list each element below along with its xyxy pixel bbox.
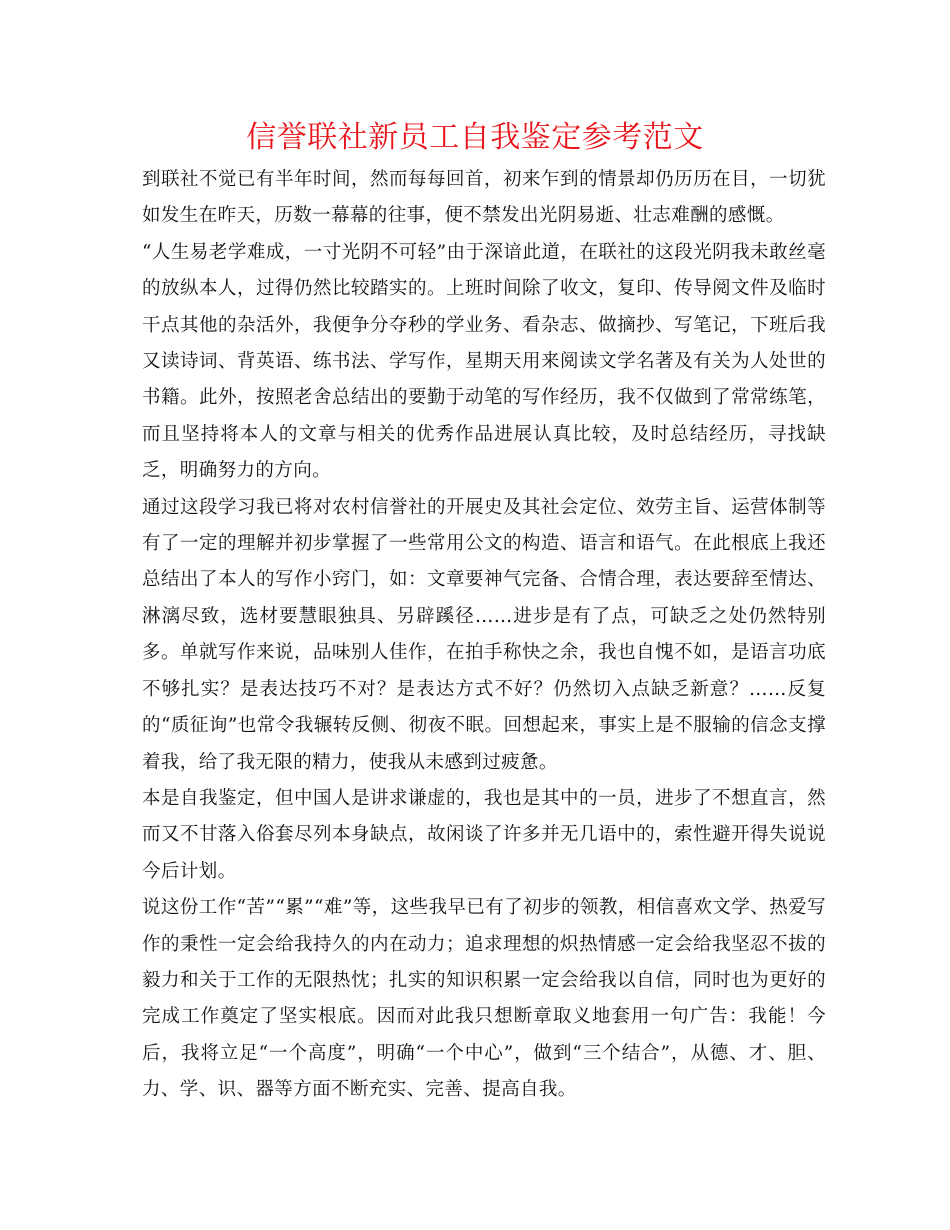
paragraph-5: 说这份工作“苦”“累”“难”等，这些我早已有了初步的领教，相信喜欢文学、热爱写作的秉性一定会给我持久的内在动力；追求理想的炽热情感一定会给我坚忍不拔的毅力和关于工作的无限热忱；扎实的知识积累一定会给我以自信，同时也为更好的完成工作奠定了坚实根底。因而对此我只想断章取义地套用一句广告：我能！今后，我将立足“一个高度”，明确“一个中心”，做到“三个结合”，从德、才、胆、力、学、识、器等方面不断充实、完善、提高自我。: [142, 897, 826, 1101]
paragraph-1: 到联社不觉已有半年时间，然而每每回首，初来乍到的情景却仍历历在目，一切犹如发生在昨天，历数一幕幕的往事，便不禁发出光阴易逝、壮志难酬的感慨。: [142, 169, 826, 227]
paragraph-3: 通过这段学习我已将对农村信誉社的开展史及其社会定位、效劳主旨、运营体制等有了一定的理解并初步掌握了一些常用公文的构造、语言和语气。在此根底上我还总结出了本人的写作小窍门，如：文章要神气完备、合情合理，表达要辞至情达、淋漓尽致，选材要慧眼独具、另辟蹊径……进步是有了点，可缺乏之处仍然特别多。单就写作来说，品味别人佳作，在拍手称快之余，我也自愧不如，是语言功底不够扎实？是表达技巧不对？是表达方式不好？仍然切入点缺乏新意？……反复的“质征询”也常令我辗转反侧、彻夜不眠。回想起来，事实上是不服输的信念支撑着我，给了我无限的精力，使我从未感到过疲惫。: [142, 496, 826, 773]
document-title: 信誉联社新员工自我鉴定参考范文: [246, 120, 704, 155]
paragraph-4: 本是自我鉴定，但中国人是讲求谦虚的，我也是其中的一员，进步了不想直言，然而又不甘落入俗套尽列本身缺点，故闲谈了许多并无几语中的，索性避开得失说说今后计划。: [142, 787, 826, 882]
document-body: [142, 162, 826, 1109]
paragraph-2: “人生易老学难成，一寸光阴不可轻”由于深谙此道，在联社的这段光阴我未敢丝毫的放纵本人，过得仍然比较踏实的。上班时间除了收文，复印、传导阅文件及临时干点其他的杂活外，我便争分夺秒的学业务、看杂志、做摘抄、写笔记，下班后我又读诗词、背英语、练书法、学写作，星期天用来阅读文学名著及有关为人处世的书籍。此外，按照老舍总结出的要勤于动笔的写作经历，我不仅做到了常常练笔，而且坚持将本人的文章与相关的优秀作品进展认真比较，及时总结经历，寻找缺乏，明确努力的方向。: [142, 241, 826, 482]
